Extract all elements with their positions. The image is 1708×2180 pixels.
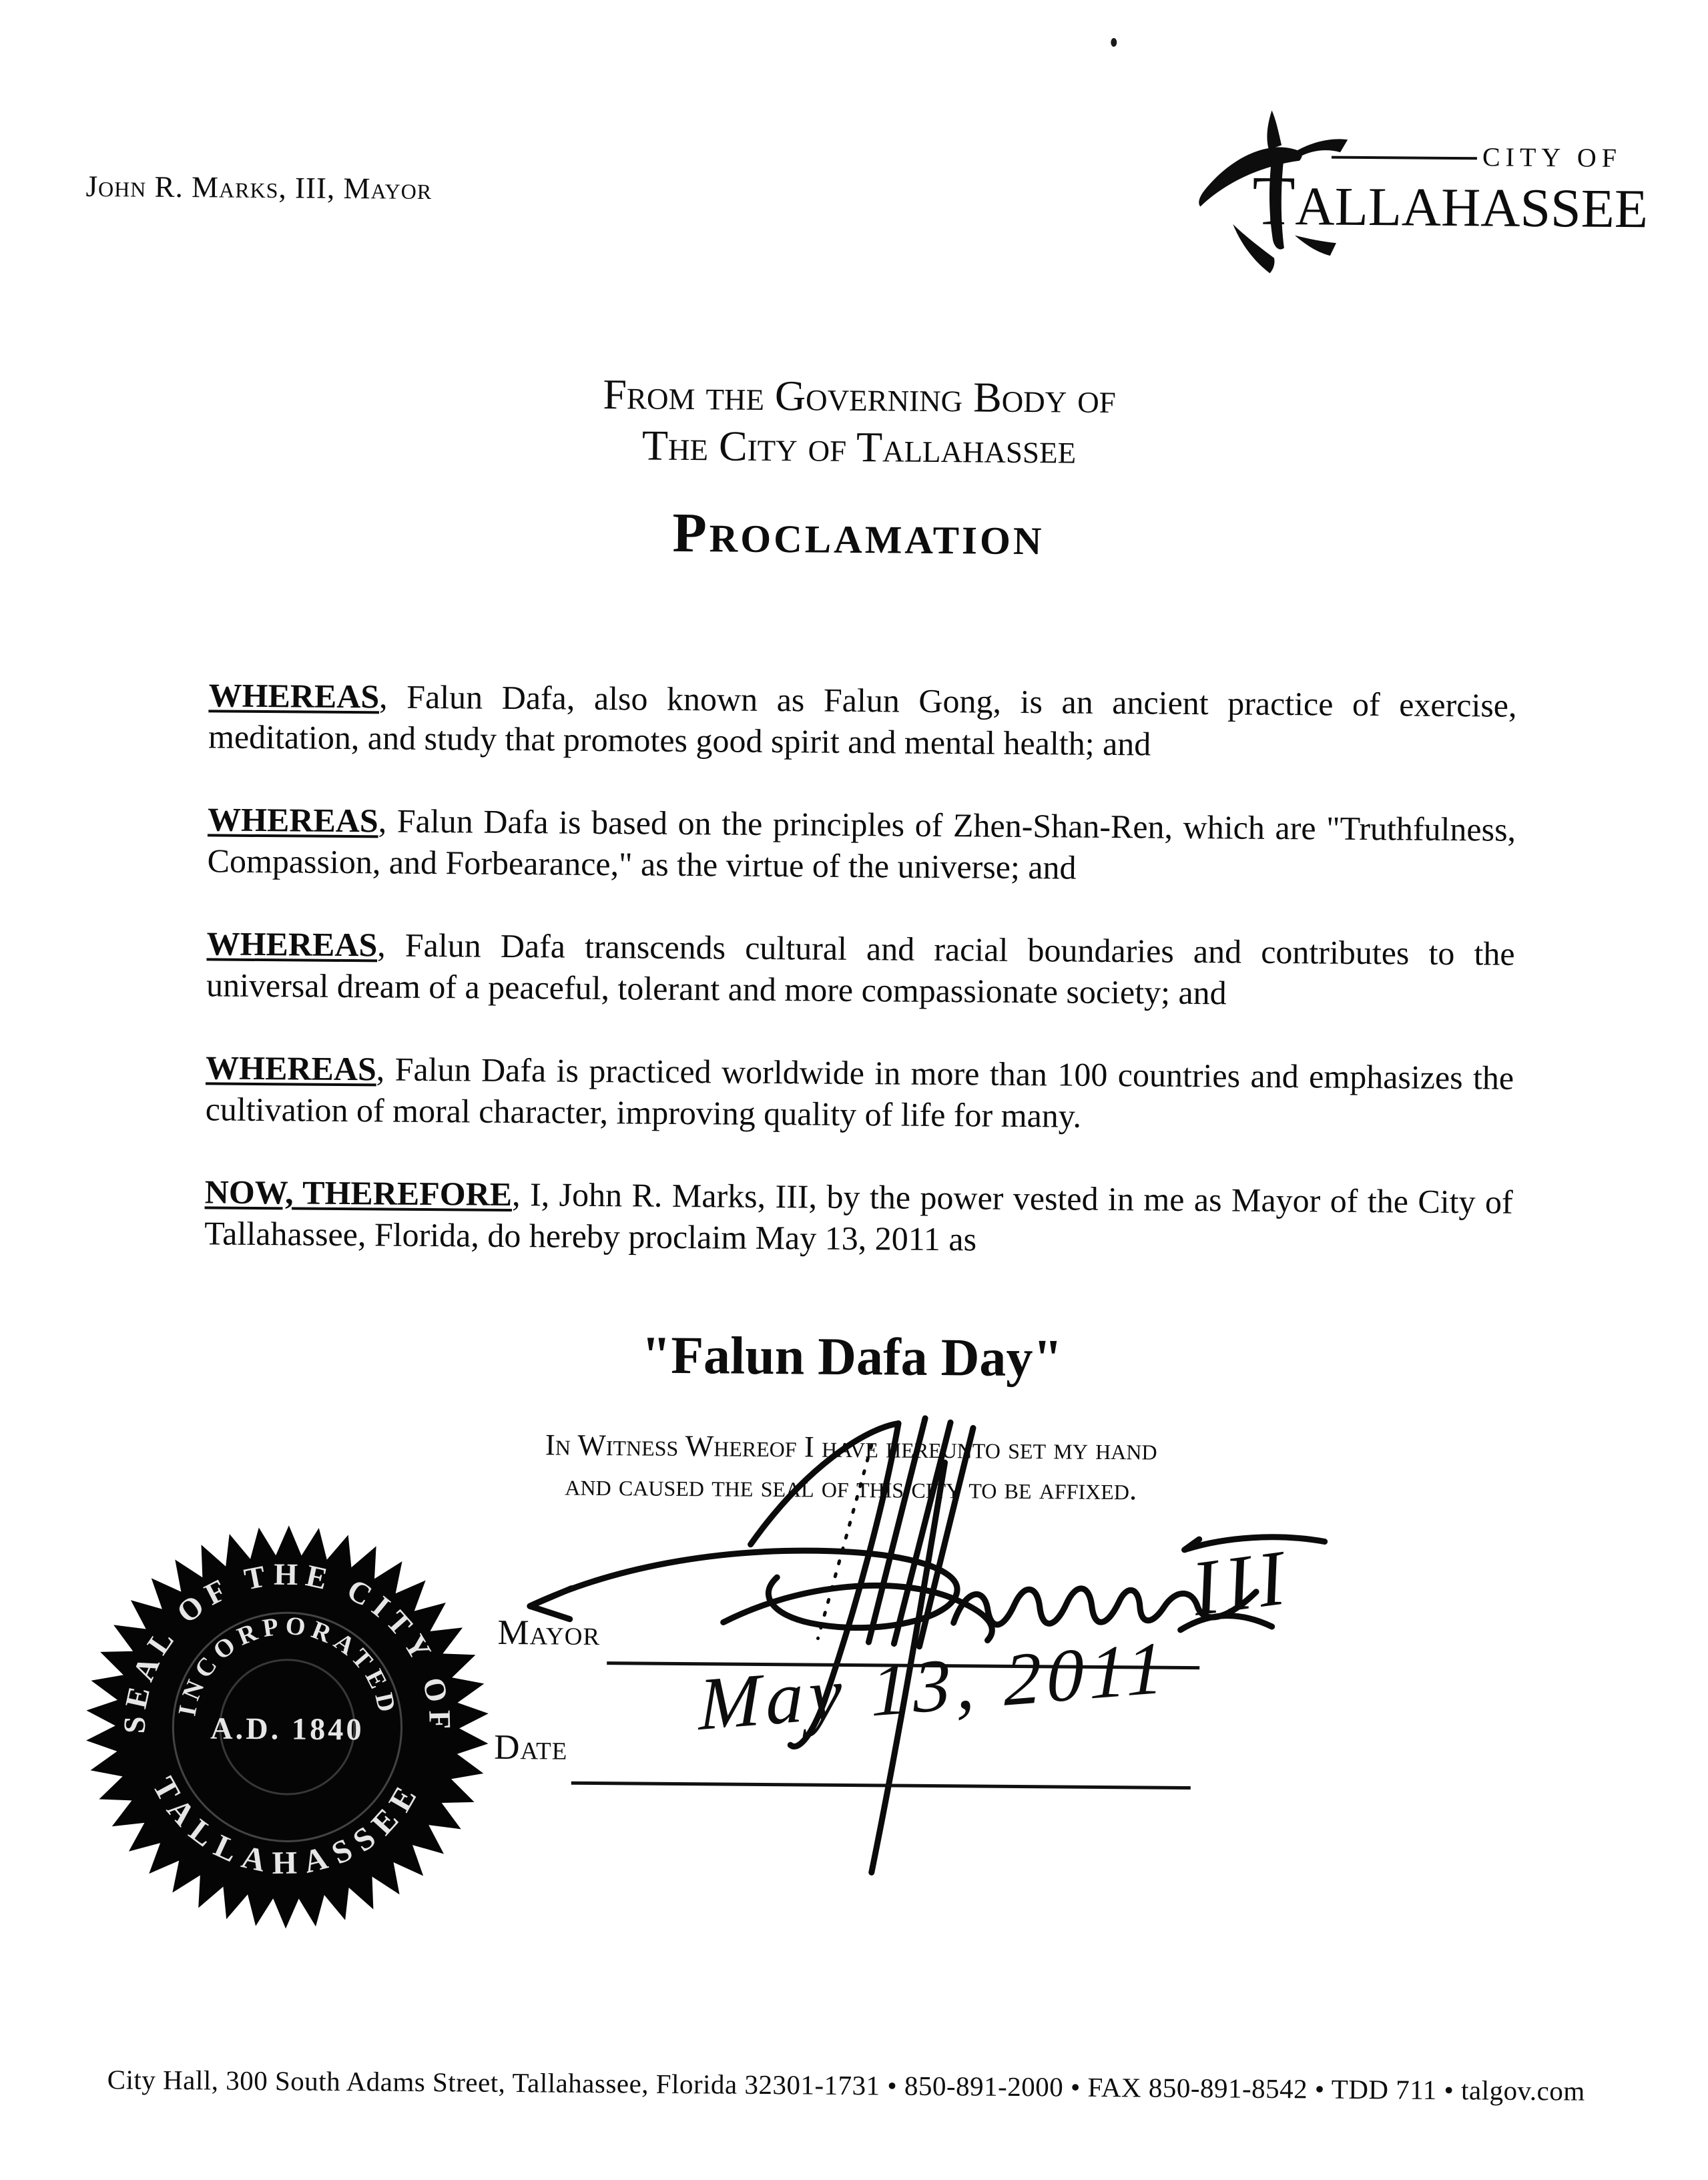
footer-address: City Hall, 300 South Adams Street, Tallahassee, Florida 32301-1731 • 850-891-2000 • FAX 850-891-8542 • TDD 711 • talgov.com bbox=[0, 2063, 1700, 2108]
witness-line-1: In Witness Whereof I have hereunto set my hand bbox=[0, 1420, 1705, 1474]
signature-suffix-text: III bbox=[1186, 1533, 1296, 1633]
city-logo bbox=[1195, 101, 1691, 292]
seal-arc-top-text: SEAL OF THE CITY OF bbox=[118, 1557, 459, 1737]
whereas-lead: WHEREAS bbox=[206, 924, 377, 963]
proclamation-body bbox=[204, 674, 1517, 1305]
seal-arc-bottom-text: TALLAHASSEE bbox=[145, 1771, 429, 1882]
whereas-paragraph bbox=[205, 1047, 1514, 1139]
scan-speck bbox=[1111, 38, 1117, 47]
whereas-lead: WHEREAS bbox=[208, 676, 379, 715]
now-therefore-paragraph bbox=[204, 1171, 1513, 1264]
heading-line-1: From the Governing Body of bbox=[5, 364, 1708, 429]
mayor-signature bbox=[515, 1386, 1366, 1886]
whereas-text: , Falun Dafa is based on the principles of Zhen-Shan-Ren, which are "Truthfulness, Compassion, and Forbearance," as the virtue of the universe; and bbox=[207, 802, 1516, 886]
now-therefore-text: , I, John R. Marks, III, by the power vested in me as Mayor of the City of Tallahassee, Florida, do hereby proclaim May 13, 2011 as bbox=[204, 1175, 1513, 1258]
whereas-paragraph bbox=[207, 798, 1516, 891]
witness-line-2: and caused the seal of this city to be affixed. bbox=[0, 1460, 1705, 1514]
seal-center-text: A.D. 1840 bbox=[210, 1712, 364, 1747]
whereas-text: , Falun Dafa is practiced worldwide in more than 100 countries and emphasizes the cultivation of moral character, improving quality of life for many. bbox=[205, 1050, 1514, 1134]
proclaimed-day-title: "Falun Dafa Day" bbox=[0, 1320, 1706, 1394]
city-seal bbox=[81, 1521, 493, 1933]
whereas-lead: WHEREAS bbox=[206, 1049, 376, 1087]
whereas-text: , Falun Dafa transcends cultural and racial boundaries and contributes to the universal dream of a peaceful, tolerant and more compassionate society; and bbox=[206, 926, 1515, 1011]
date-label: Date bbox=[494, 1727, 568, 1768]
now-therefore-lead: NOW, THEREFORE bbox=[205, 1173, 513, 1213]
heading-line-2: The City of Tallahassee bbox=[5, 415, 1708, 479]
whereas-paragraph bbox=[208, 674, 1517, 767]
whereas-text: , Falun Dafa, also known as Falun Gong, is an ancient practice of exercise, meditation, and study that promotes good spirit and mental health; and bbox=[208, 677, 1517, 762]
whereas-lead: WHEREAS bbox=[208, 800, 378, 839]
handwritten-date: May 13, 2011 bbox=[698, 1625, 1169, 1748]
mayor-signature-label: Mayor bbox=[497, 1613, 600, 1653]
proclamation-title: Proclamation bbox=[4, 495, 1708, 573]
whereas-paragraph bbox=[206, 922, 1515, 1015]
letterhead-mayor-name: John R. Marks, III, Mayor bbox=[85, 169, 432, 206]
governing-body-heading bbox=[5, 364, 1708, 479]
seal-ring-text: INCORPORATED bbox=[173, 1611, 402, 1720]
logo-city-name-text: TALLAHASSEE bbox=[1252, 166, 1648, 240]
logo-city-of-text: CITY OF bbox=[1482, 141, 1622, 174]
